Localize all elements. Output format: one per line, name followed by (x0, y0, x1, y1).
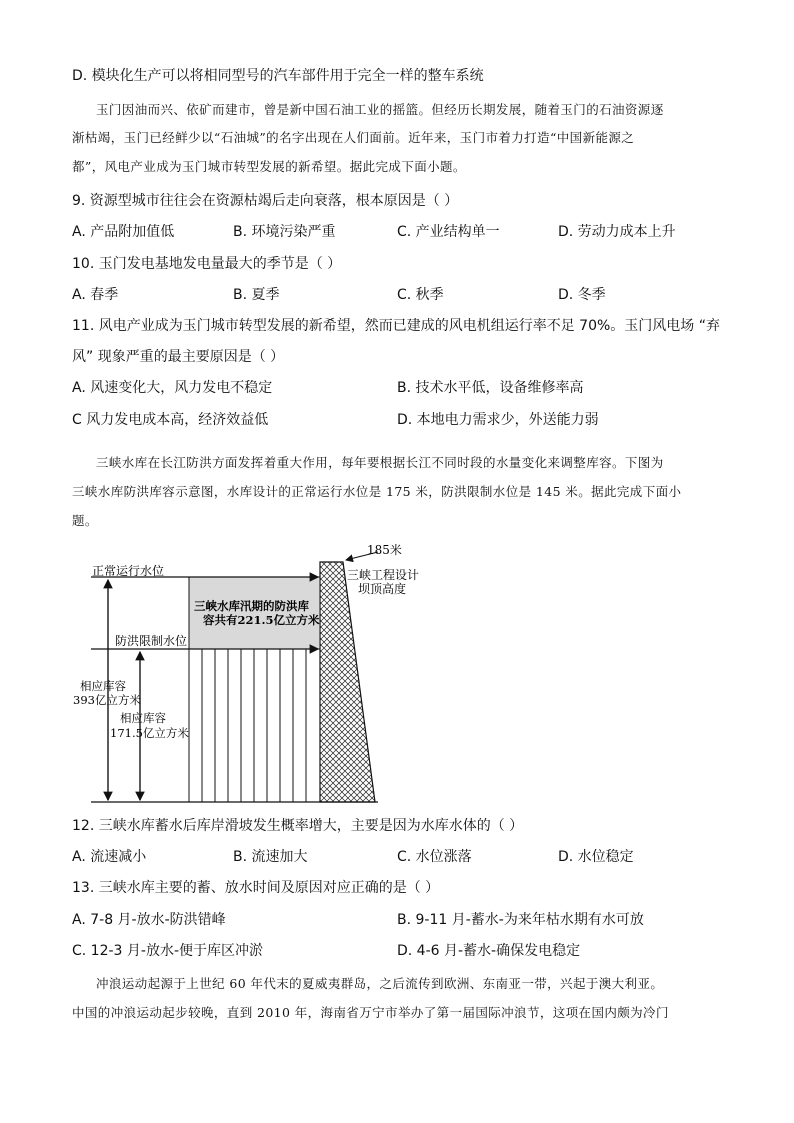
q9-option-a: A. 产品附加值低 (72, 224, 175, 240)
label-capacity-393-1: 相应库容 (80, 679, 126, 693)
dam-body (320, 562, 375, 802)
passage3-line-2: 中国的冲浪运动起步较晚，直到 2010 年，海南省万宁市举办了第一届国际冲浪节，这项在国内颇为冷门 (72, 1005, 669, 1020)
q12-option-b: B. 流速加大 (233, 849, 308, 865)
q11-option-b: B. 技术水平低，设备维修率高 (397, 380, 584, 396)
q9-stem: 9. 资源型城市往往会在资源枯竭后走向衰落，根本原因是（ ） (72, 193, 459, 209)
label-capacity-171-1: 相应库容 (120, 711, 166, 725)
label-normal-level: 正常运行水位 (92, 564, 165, 578)
q10-stem: 10. 玉门发电基地发电量最大的季节是（ ） (72, 256, 342, 272)
label-dam-height-1: 三峡工程设计 (347, 568, 420, 582)
q11-stem-line-2: 风” 现象严重的最主要原因是（ ） (72, 349, 285, 365)
passage2-line-3: 题。 (72, 513, 98, 528)
passage1-line-2: 渐枯竭，玉门已经鲜少以“石油城”的名字出现在人们面前。近年来，玉门市着力打造“中国新能源之 (72, 130, 635, 145)
q13-option-b: B. 9-11 月-蓄水-为来年枯水期有水可放 (397, 912, 644, 928)
q12-stem: 12. 三峡水库蓄水后库岸滑坡发生概率增大，主要是因为水库水体的（ ） (72, 818, 524, 834)
q11-option-d: D. 本地电力需求少，外送能力弱 (397, 412, 599, 428)
label-185: 185米 (367, 543, 402, 557)
q12-option-a: A. 流速减小 (72, 849, 147, 865)
passage2-line-1: 三峡水库在长江防洪方面发挥着重大作用，每年要根据长江不同时段的水量变化来调整库容。下图为 (96, 455, 664, 470)
q11-stem-line-1: 11. 风电产业成为玉门城市转型发展的新希望，然而已建成的风电机组运行率不足 70%。玉门风电场 “弃 (72, 318, 720, 334)
q10-option-b: B. 夏季 (233, 287, 280, 303)
passage2-line-2: 三峡水库防洪库容示意图，水库设计的正常运行水位是 175 米，防洪限制水位是 145 米。据此完成下面小 (72, 484, 682, 499)
passage1-line-3: 都”，风电产业成为玉门城市转型发展的新希望。据此完成下面小题。 (72, 159, 466, 174)
passage1-line-1: 玉门因油而兴、依矿而建市，曾是新中国石油工业的摇篮。但经历长期发展，随着玉门的石油资源逐 (96, 102, 664, 117)
q10-option-c: C. 秋季 (397, 287, 444, 303)
q9-option-d: D. 劳动力成本上升 (558, 224, 676, 240)
reservoir-capacity-diagram (0, 535, 794, 810)
label-flood-capacity-1: 三峡水库汛期的防洪库 (194, 599, 309, 613)
label-flood-limit: 防洪限制水位 (115, 634, 188, 648)
storage-hatching (189, 649, 306, 802)
q11-option-c: C 风力发电成本高，经济效益低 (72, 412, 269, 428)
q11-option-a: A. 风速变化大，风力发电不稳定 (72, 380, 273, 396)
q9-option-b: B. 环境污染严重 (233, 224, 336, 240)
label-capacity-171-2: 171.5亿立方米 (110, 726, 189, 740)
q8-option-d: D. 模块化生产可以将相同型号的汽车部件用于完全一样的整车系统 (72, 68, 484, 84)
q12-option-c: C. 水位涨落 (397, 849, 472, 865)
q13-stem: 13. 三峡水库主要的蓄、放水时间及原因对应正确的是（ ） (72, 880, 440, 896)
q13-option-c: C. 12-3 月-放水-便于库区冲淤 (72, 943, 264, 959)
label-dam-height-2: 坝顶高度 (358, 582, 407, 596)
q10-option-a: A. 春季 (72, 287, 119, 303)
q13-option-a: A. 7-8 月-放水-防洪错峰 (72, 912, 226, 928)
q13-option-d: D. 4-6 月-蓄水-确保发电稳定 (397, 943, 581, 959)
q9-option-c: C. 产业结构单一 (397, 224, 500, 240)
label-flood-capacity-2: 容共有221.5亿立方米 (203, 613, 320, 627)
q12-option-d: D. 水位稳定 (558, 849, 634, 865)
q10-option-d: D. 冬季 (558, 287, 606, 303)
label-capacity-393-2: 393亿立方米 (73, 693, 141, 707)
passage3-line-1: 冲浪运动起源于上世纪 60 年代末的夏威夷群岛，之后流传到欧洲、东南亚一带，兴起于澳大利亚。 (96, 976, 664, 991)
